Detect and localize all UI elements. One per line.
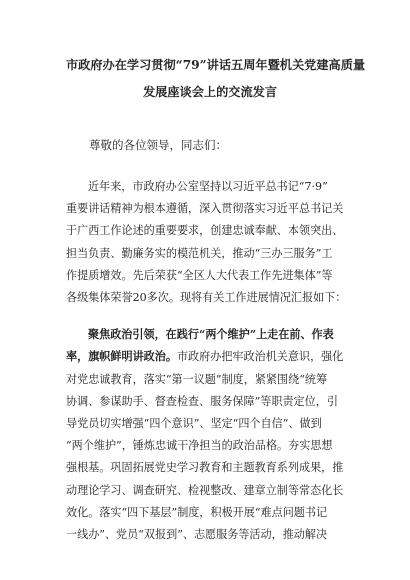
paragraph-line: 于广西工作论述的重要要求，创建忠诚奉献、本领突出、 — [66, 224, 344, 238]
section-heading-end: 率，旗帜鲜明讲政治。 — [66, 350, 177, 364]
paragraph-line: 各级集体荣誉20多次。现将有关工作进展情况汇报如下： — [66, 291, 347, 305]
paragraph-line: 对党忠诚教育，落实“第一议题”制度，紧紧围绕“统筹 — [66, 372, 328, 386]
paragraph-line: 担当负责、勤廉务实的模范机关，推动“三办三服务”工 — [66, 246, 333, 260]
paragraph-line: 动理论学习、调查研究、检视整改、建章立制等常态化长 — [66, 483, 344, 497]
paragraph-line: 作提质增效。先后荣获“全区人大代表工作先进集体”等 — [66, 268, 333, 282]
title-line-1: 市政府办在学习贯彻“79”讲话五周年暨机关党建高质量 — [66, 58, 366, 72]
paragraph-intro — [66, 176, 354, 309]
paragraph-line: “两个维护”，锤炼忠诚干净担当的政治品格。夯实思想 — [66, 439, 333, 453]
paragraph-text: 市政府办把牢政治机关意识，强化 — [176, 350, 344, 364]
title-line-2: 发展座谈会上的交流发言 — [142, 85, 278, 99]
paragraph-line — [66, 346, 354, 368]
paragraph-line: 重要讲话精神为根本遵循，深入贯彻落实习近平总书记关 — [66, 202, 344, 216]
greeting: 尊敬的各位领导，同志们： — [89, 138, 227, 152]
paragraph-line: 导党员切实增强“四个意识”、坚定“四个自信”、做到 — [66, 417, 322, 431]
paragraph-line: 近年来，市政府办公室坚持以习近平总书记“7·9” — [88, 180, 328, 193]
paragraph-line: 协调、参谋助手、督查检查、服务保障”等职责定位，引 — [66, 394, 338, 408]
paragraph-political-guidance — [66, 324, 354, 546]
section-heading: 聚焦政治引领，在践行“两个维护”上走在前、作表 — [88, 328, 334, 342]
document-title — [66, 52, 366, 106]
paragraph-line: 效化。落实“四下基层”制度，积极开展“难点问题书记 — [66, 505, 328, 519]
paragraph-line: 一线办”、党员“双报到”、志愿服务等活动，推动解决 — [66, 528, 328, 542]
paragraph-line: 强根基。巩固拓展党史学习教育和主题教育系列成果，推 — [66, 461, 344, 475]
